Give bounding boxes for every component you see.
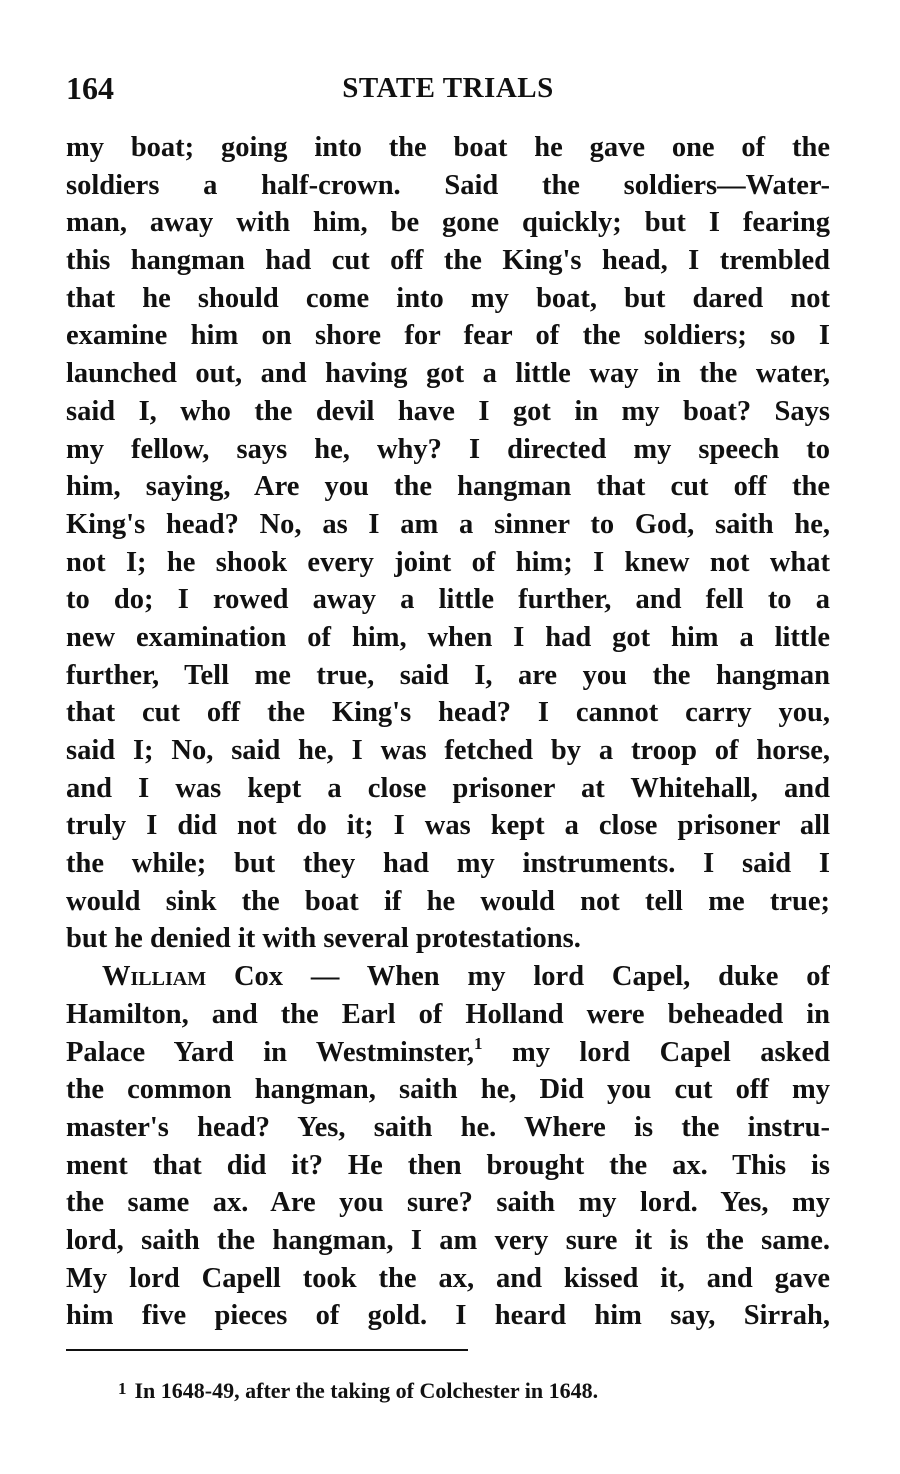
text-line: King's head? No, as I am a sinner to God, saith he,	[66, 508, 830, 540]
text-line: lord, saith the hangman, I am very sure it is the same.	[66, 1224, 830, 1256]
text-line: my boat; going into the boat he gave one of the	[66, 132, 830, 163]
text-line: would sink the boat if he would not tell me true;	[66, 885, 830, 917]
text-line: the common hangman, saith he, Did you cut off my	[66, 1074, 830, 1106]
text-line: not I; he shook every joint of him; I knew not what	[66, 546, 830, 578]
text-line: ment that did it? He then brought the ax. This is	[66, 1149, 830, 1181]
text-line: but he denied it with several protestations.	[66, 923, 581, 955]
text-line: further, Tell me true, said I, are you the hangman	[66, 659, 830, 691]
paragraph-opening-line	[66, 958, 830, 996]
text-line: my fellow, says he, why? I directed my speech to	[66, 433, 830, 465]
page-number: 164	[66, 70, 114, 106]
text-line: Hamilton, and the Earl of Holland were beheaded in	[66, 998, 830, 1030]
text-line: master's head? Yes, saith he. Where is the instru-	[66, 1111, 830, 1143]
text-fragment: my lord Capel asked	[482, 1036, 830, 1068]
footnote-divider	[66, 1349, 468, 1351]
running-title: STATE TRIALS	[342, 72, 554, 104]
text-line: him five pieces of gold. I heard him say, Sirrah,	[66, 1300, 830, 1332]
footnote-marker: 1	[118, 1379, 127, 1398]
text-line: man, away with him, be gone quickly; but I fearing	[66, 207, 830, 239]
body-text	[66, 129, 830, 1335]
text-line: new examination of him, when I had got him a little	[66, 621, 830, 653]
text-line: My lord Capell took the ax, and kissed it, and gave	[66, 1262, 830, 1294]
text-line: that cut off the King's head? I cannot carry you,	[66, 697, 830, 729]
text-line: examine him on shore for fear of the soldiers; so I	[66, 320, 830, 352]
text-line: the while; but they had my instruments. I said I	[66, 848, 830, 880]
text-line-with-note	[66, 1034, 830, 1072]
text-line: that he should come into my boat, but dared not	[66, 282, 830, 314]
text-line: and I was kept a close prisoner at Whitehall, and	[66, 772, 830, 804]
text-line: truly I did not do it; I was kept a close prisoner all	[66, 810, 830, 842]
running-head	[66, 66, 830, 110]
text-fragment: Palace Yard in Westminster,	[66, 1036, 474, 1068]
text-line: the same ax. Are you sure? saith my lord. Yes, my	[66, 1187, 830, 1219]
text-line: to do; I rowed away a little further, and fell to a	[66, 584, 830, 616]
footnote-reference: 1	[473, 1033, 483, 1053]
text-fragment: Cox — When my lord Capel, duke of	[206, 961, 830, 993]
text-line: soldiers a half-crown. Said the soldiers—Water-	[66, 169, 830, 201]
text-line: said I; No, said he, I was fetched by a troop of horse,	[66, 735, 830, 766]
text-line: this hangman had cut off the King's head, I trembled	[66, 245, 830, 277]
footnote-text: In 1648-49, after the taking of Colchester in 1648.	[134, 1378, 599, 1403]
text-line: him, saying, Are you the hangman that cut off the	[66, 471, 830, 503]
text-line: launched out, and having got a little way in the water,	[66, 358, 830, 390]
footnote	[118, 1374, 598, 1406]
speaker-name: William	[102, 961, 207, 993]
text-line: said I, who the devil have I got in my boat? Says	[66, 395, 830, 427]
